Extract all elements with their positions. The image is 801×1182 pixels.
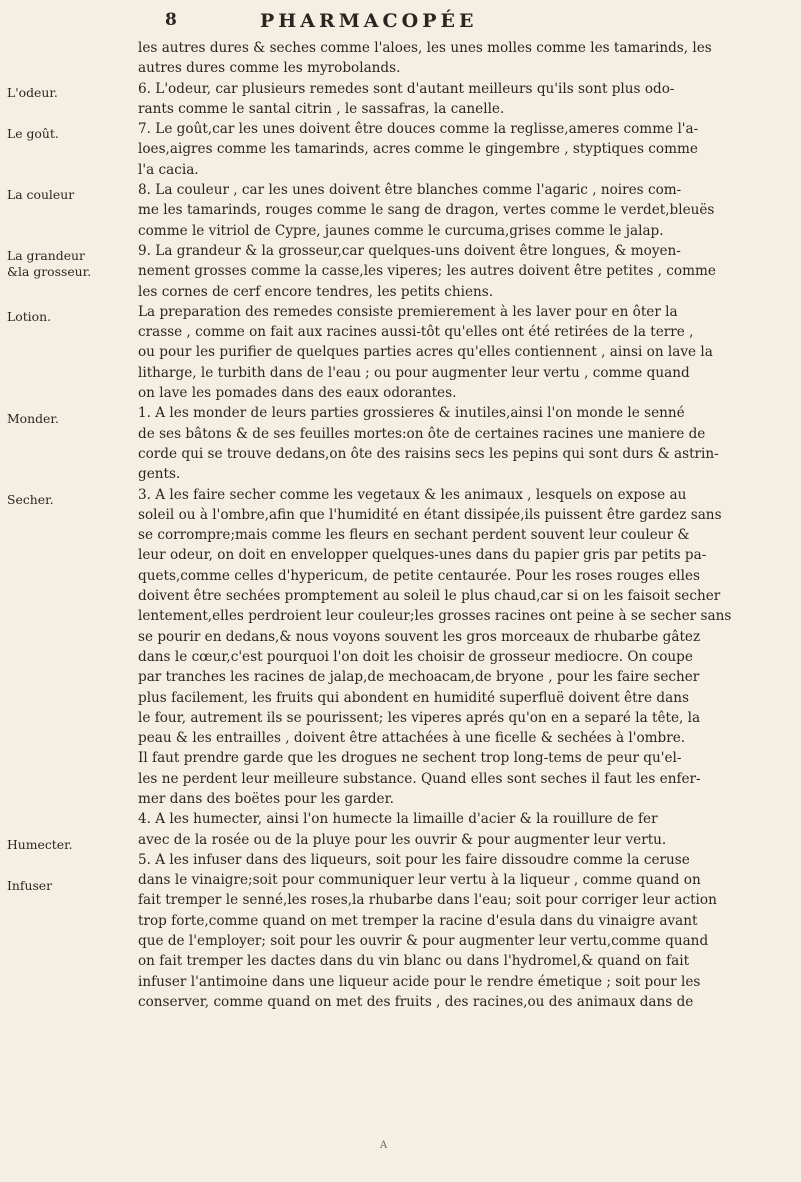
margin-note: La couleur <box>7 187 75 202</box>
text-line: soleil ou à l'ombre,afin que l'humidité en étant dissipée,ils puissent être gardez sans <box>138 506 722 523</box>
text-line: que de l'employer; soit pour les ouvrir & pour augmenter leur vertu,comme quand <box>138 933 709 950</box>
margin-note: Le goût. <box>7 126 59 141</box>
text-line: avec de la rosée ou de la pluye pour les ouvrir & pour augmenter leur vertu. <box>138 831 667 848</box>
text-line: trop forte,comme quand on met tremper la racine d'esula dans du vinaigre avant <box>138 912 698 929</box>
text-line: 6. L'odeur, car plusieurs remedes sont d'autant meilleurs qu'ils sont plus odo- <box>138 80 675 97</box>
text-line: se pourir en dedans,& nous voyons souvent les gros morceaux de rhubarbe gâtez <box>138 628 701 645</box>
text-line: infuser l'antimoine dans une liqueur acide pour le rendre émetique ; soit pour les <box>138 973 701 990</box>
text-line: de ses bâtons & de ses feuilles mortes:on ôte de certaines racines une maniere de <box>138 425 706 442</box>
text-line: comme le vitriol de Cypre, jaunes comme le curcuma,grises comme le jalap. <box>138 222 664 239</box>
text-line: quets,comme celles d'hypericum, de petite centaurée. Pour les roses rouges elles <box>138 567 700 584</box>
text-line: gents. <box>138 466 181 483</box>
margin-note: Infuser <box>7 878 53 893</box>
margin-note: La grandeur <box>7 248 85 263</box>
margin-note: L'odeur. <box>7 85 58 100</box>
text-line: les autres dures & seches comme l'aloes, les unes molles comme les tamarinds, les <box>138 40 712 56</box>
text-line: litharge, le turbith dans de l'eau ; ou pour augmenter leur vertu , comme quand <box>138 364 690 381</box>
text-line: me les tamarinds, rouges comme le sang de dragon, vertes comme le verdet,bleuës <box>138 202 715 219</box>
margin-note: &la grosseur. <box>7 264 92 279</box>
text-line: ou pour les purifier de quelques parties acres qu'elles contiennent , ainsi on lave la <box>138 344 713 361</box>
text-line: plus facilement, les fruits qui abondent en humidité superfluë doivent être dans <box>138 689 689 706</box>
margin-note: Lotion. <box>7 309 52 324</box>
text-line: autres dures comme les myrobolands. <box>138 60 401 77</box>
text-line: 1. A les monder de leurs parties grossieres & inutiles,ainsi l'on monde le senné <box>138 405 685 422</box>
text-line: 9. La grandeur & la grosseur,car quelques-uns doivent être longues, & moyen- <box>138 242 681 259</box>
text-line: Il faut prendre garde que les drogues ne sechent trop long-tems de peur qu'el- <box>138 750 682 767</box>
text-line: 4. A les humecter, ainsi l'on humecte la limaille d'acier & la rouillure de fer <box>138 811 658 828</box>
text-line: 8. La couleur , car les unes doivent être blanches comme l'agaric , noires com- <box>138 182 682 199</box>
text-line: doivent être sechées promptement au soleil le plus chaud,car si on les faisoit secher <box>138 588 721 605</box>
text-line: crasse , comme on fait aux racines aussi-tôt qu'elles ont été retirées de la terre , <box>138 324 694 341</box>
text-line: 3. A les faire secher comme les vegetaux & les animaux , lesquels on expose au <box>138 486 687 503</box>
text-line: conserver, comme quand on met des fruits , des racines,ou des animaux dans de <box>138 993 694 1010</box>
text-line: on fait tremper les dactes dans du vin blanc ou dans l'hydromel,& quand on fait <box>138 953 690 970</box>
text-line: loes,aigres comme les tamarinds, acres comme le gingembre , styptiques comme <box>138 141 698 158</box>
text-line: 5. A les infuser dans des liqueurs, soit pour les faire dissoudre comme la ceruse <box>138 851 690 868</box>
text-line: mer dans des boëtes pour les garder. <box>138 790 394 807</box>
text-line: 7. Le goût,car les unes doivent être douces comme la reglisse,ameres comme l'a- <box>138 121 699 138</box>
text-line: dans le vinaigre;soit pour communiquer leur vertu à la liqueur , comme quand on <box>138 872 701 889</box>
text-line: le four, autrement ils se pourissent; les viperes aprés qu'on en a separé la tête, la <box>138 709 701 726</box>
text-line: l'a cacia. <box>138 161 199 178</box>
text-line: par tranches les racines de jalap,de mechoacam,de bryone , pour les faire secher <box>138 669 700 686</box>
text-line: les ne perdent leur meilleure substance. Quand elles sont seches il faut les enfer- <box>138 770 701 787</box>
page-number: 8 <box>165 10 177 30</box>
text-line: peau & les entrailles , doivent être attachées à une ficelle & sechées à l'ombre. <box>138 730 686 747</box>
page-header <box>165 10 775 36</box>
margin-note: Humecter. <box>7 837 73 852</box>
margin-note: Monder. <box>7 411 59 426</box>
text-line: dans le cœur,c'est pourquoi l'on doit les choisir de grosseur mediocre. On coupe <box>138 648 693 665</box>
margin-note: Secher. <box>7 492 54 507</box>
text-line: fait tremper le senné,les roses,la rhubarbe dans l'eau; soit pour corriger leur action <box>138 892 717 909</box>
text-line: rants comme le santal citrin , le sassafras, la canelle. <box>138 100 505 117</box>
text-line: se corrompre;mais comme les fleurs en sechant perdent souvent leur couleur & <box>138 527 690 544</box>
body-text <box>138 38 778 1012</box>
text-line: lentement,elles perdroient leur couleur;les grosses racines ont peine à se secher sans <box>138 608 732 625</box>
signature-mark: A <box>380 1140 388 1151</box>
text-line: La preparation des remedes consiste premierement à les laver pour en ôter la <box>138 303 678 320</box>
text-line: les cornes de cerf encore tendres, les petits chiens. <box>138 283 494 300</box>
running-title: PHARMACOPÉE <box>260 10 478 32</box>
text-line: nement grosses comme la casse,les viperes; les autres doivent être petites , comme <box>138 263 716 280</box>
text-line: corde qui se trouve dedans,on ôte des raisins secs les pepins qui sont durs & astrin- <box>138 445 719 462</box>
text-line: on lave les pomades dans des eaux odorantes. <box>138 385 457 402</box>
text-line: leur odeur, on doit en envelopper quelques-unes dans du papier gris par petits pa- <box>138 547 707 564</box>
